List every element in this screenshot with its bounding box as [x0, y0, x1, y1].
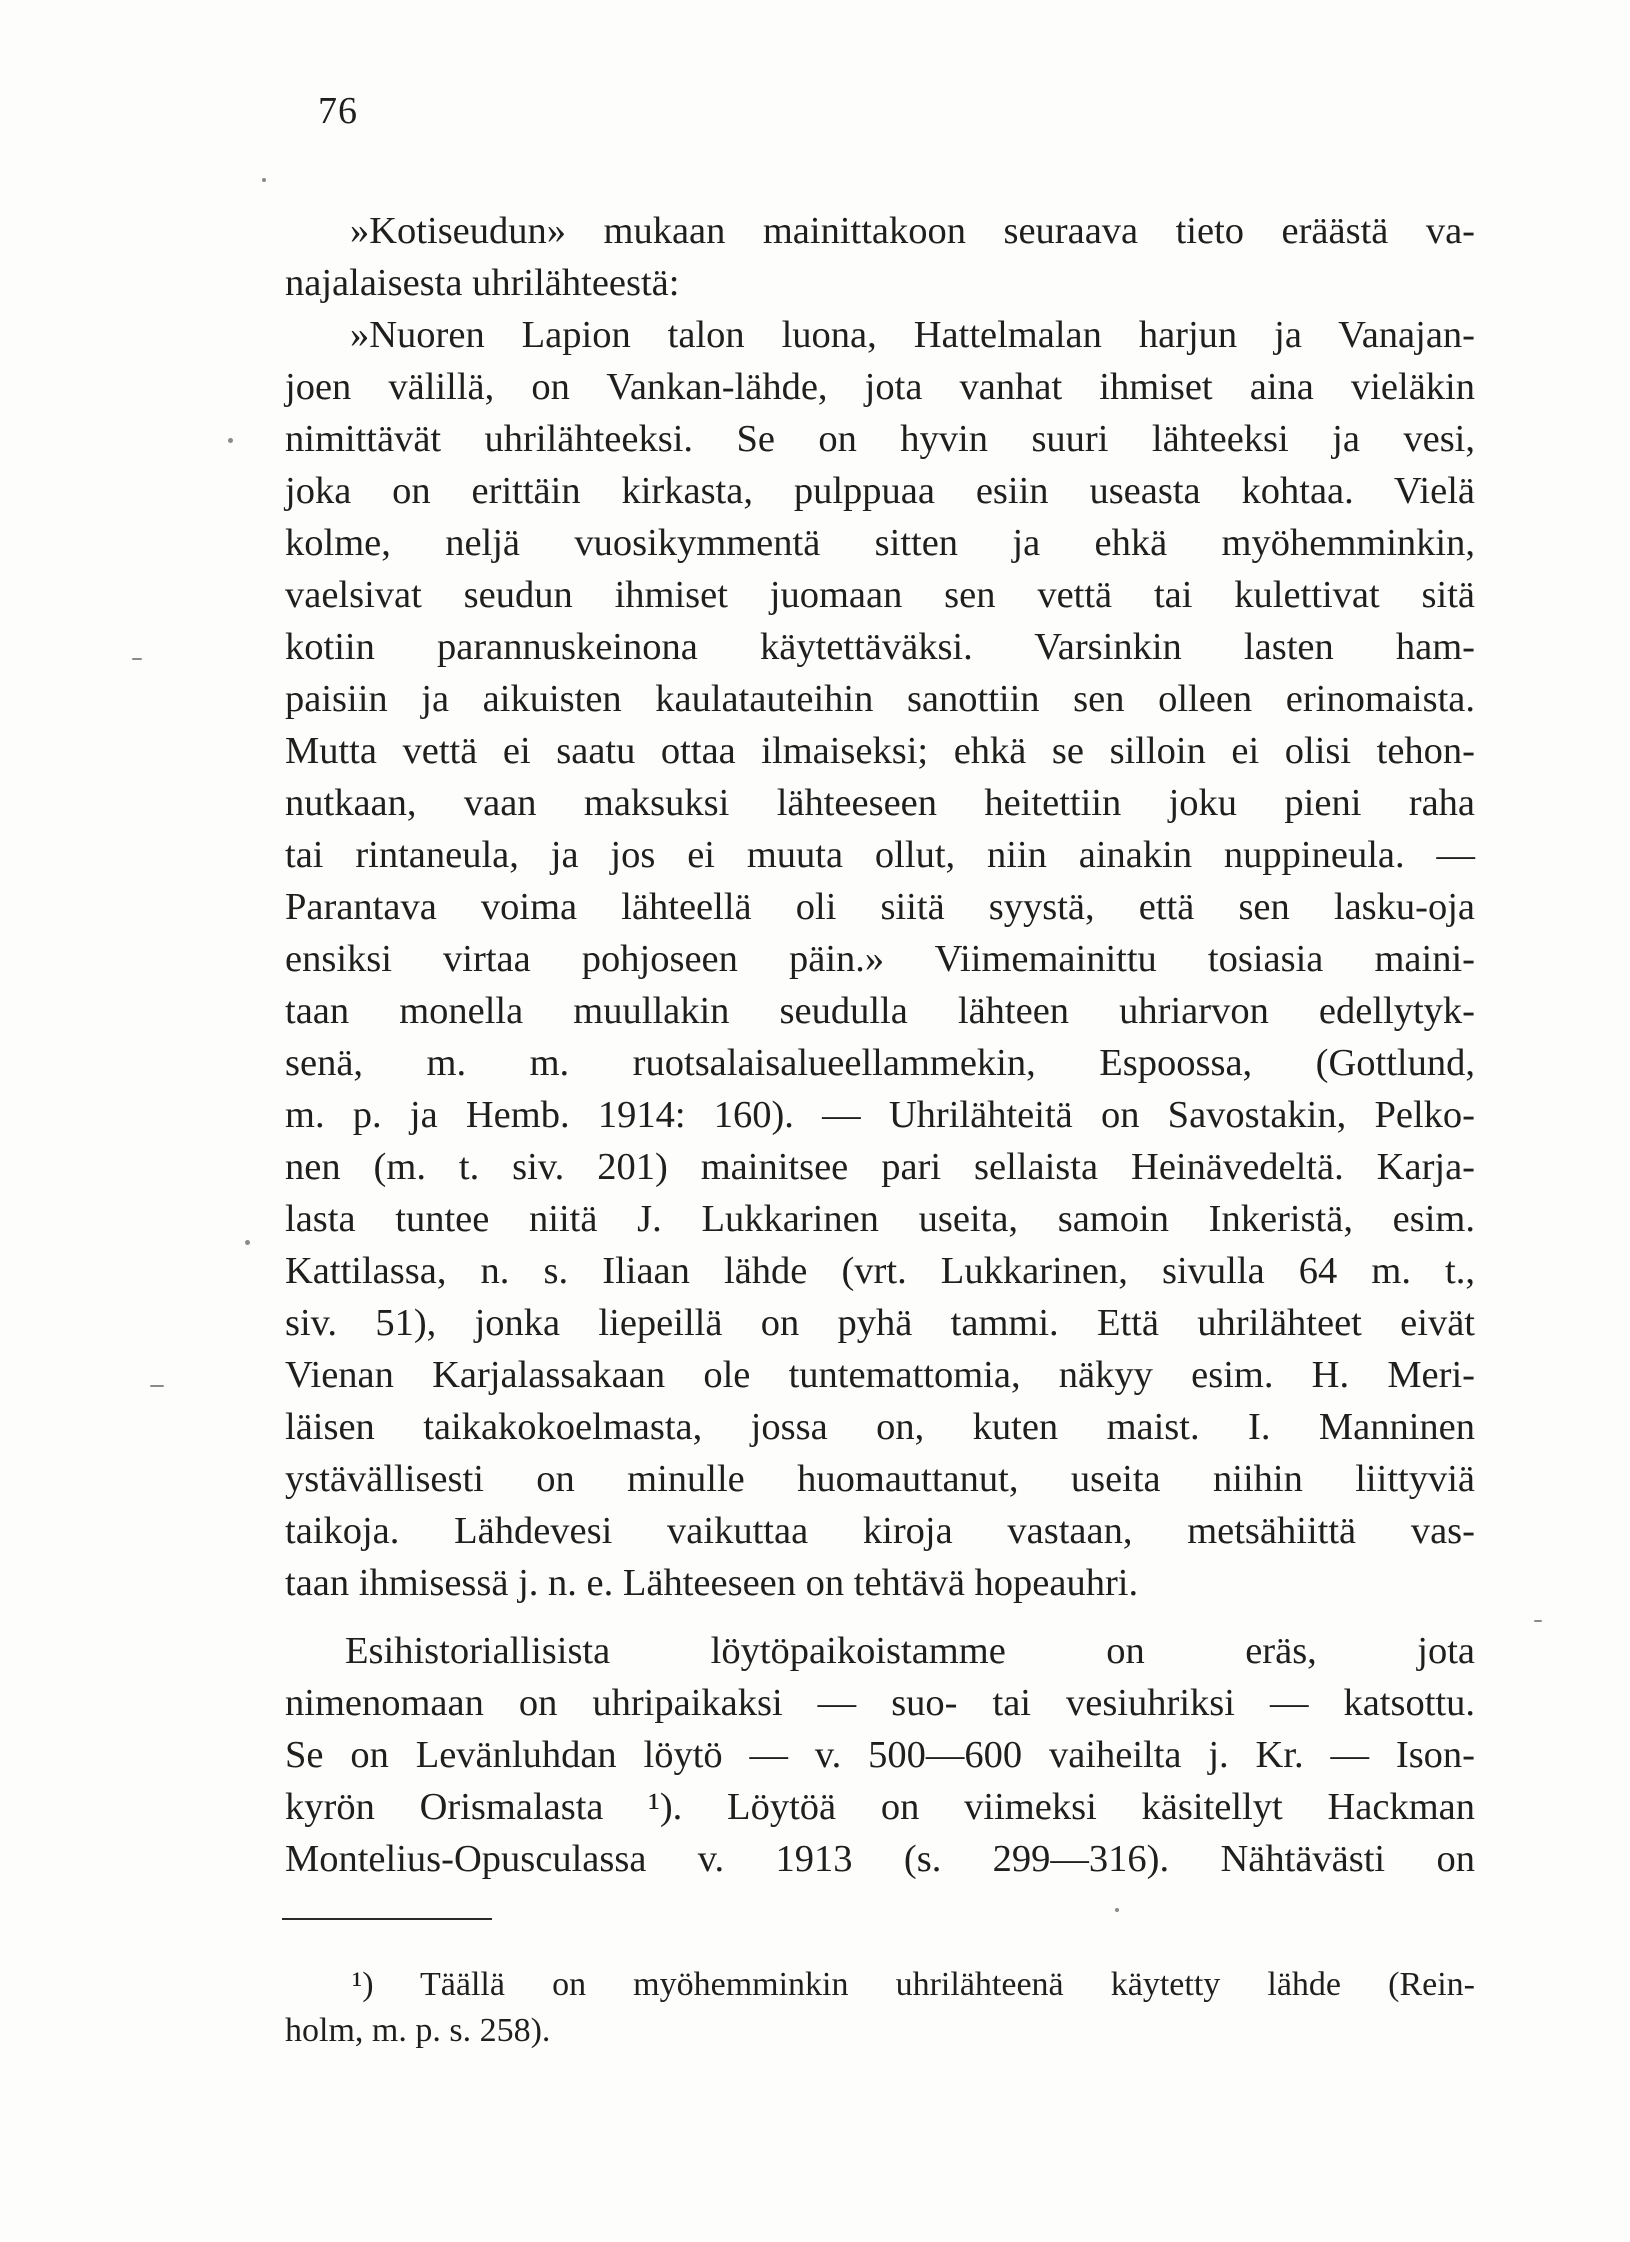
- body-line-17: senä, m. m. ruotsalaisalueellammekin, Espoossa, (Gottlund,: [285, 1042, 1475, 1084]
- body-line-21: Kattilassa, n. s. Iliaan lähde (vrt. Lukkarinen, sivulla 64 m. t.,: [285, 1250, 1475, 1292]
- body-line-12: nutkaan, vaan maksuksi lähteeseen heitettiin joku pieni raha: [285, 782, 1475, 824]
- body-line-1: »Kotiseudun» mukaan mainittakoon seuraava tieto eräästä va-: [350, 210, 1475, 252]
- footnote-rule: [282, 1918, 492, 1920]
- body-line-32: Montelius-Opusculassa v. 1913 (s. 299—316). Nähtävästi on: [285, 1838, 1475, 1880]
- body-line-29: nimenomaan on uhripaikaksi — suo- tai vesiuhriksi — katsottu.: [285, 1682, 1475, 1724]
- body-line-15: ensiksi virtaa pohjoseen päin.» Viimemainittu tosiasia maini-: [285, 938, 1475, 980]
- body-line-22: siv. 51), jonka liepeillä on pyhä tammi. Että uhrilähteet eivät: [285, 1302, 1475, 1344]
- body-line-11: Mutta vettä ei saatu ottaa ilmaiseksi; ehkä se silloin ei olisi tehon-: [285, 730, 1475, 772]
- body-line-10: paisiin ja aikuisten kaulatauteihin sanottiin sen olleen erinomaista.: [285, 678, 1475, 720]
- body-line-24: läisen taikakokoelmasta, jossa on, kuten maist. I. Manninen: [285, 1406, 1475, 1448]
- body-line-5: nimittävät uhrilähteeksi. Se on hyvin suuri lähteeksi ja vesi,: [285, 418, 1475, 460]
- scan-speck: [132, 658, 142, 660]
- page-number: 76: [318, 90, 358, 132]
- body-line-23: Vienan Karjalassakaan ole tuntemattomia, näkyy esim. H. Meri-: [285, 1354, 1475, 1396]
- scan-speck: [262, 178, 266, 182]
- body-line-6: joka on erittäin kirkasta, pulppuaa esiin useasta kohtaa. Vielä: [285, 470, 1475, 512]
- body-line-13: tai rintaneula, ja jos ei muuta ollut, niin ainakin nuppineula. —: [285, 834, 1475, 876]
- scan-speck: [1534, 1620, 1542, 1622]
- body-line-2: najalaisesta uhrilähteestä:: [285, 262, 680, 304]
- body-line-14: Parantava voima lähteellä oli siitä syystä, että sen lasku-oja: [285, 886, 1475, 928]
- body-line-20: lasta tuntee niitä J. Lukkarinen useita, samoin Inkeristä, esim.: [285, 1198, 1475, 1240]
- body-line-16: taan monella muullakin seudulla lähteen uhriarvon edellytyk-: [285, 990, 1475, 1032]
- body-line-9: kotiin parannuskeinona käytettäväksi. Varsinkin lasten ham-: [285, 626, 1475, 668]
- body-line-8: vaelsivat seudun ihmiset juomaan sen vettä tai kulettivat sitä: [285, 574, 1475, 616]
- body-line-28: Esihistoriallisista löytöpaikoistamme on eräs, jota: [345, 1630, 1475, 1672]
- scan-speck: [150, 1385, 164, 1387]
- body-line-26: taikoja. Lähdevesi vaikuttaa kiroja vastaan, metsähiittä vas-: [285, 1510, 1475, 1552]
- footnote-line-2: holm, m. p. s. 258).: [285, 2012, 551, 2049]
- body-line-4: joen välillä, on Vankan-lähde, jota vanhat ihmiset aina vieläkin: [285, 366, 1475, 408]
- body-line-3: »Nuoren Lapion talon luona, Hattelmalan harjun ja Vanajan-: [350, 314, 1475, 356]
- body-line-19: nen (m. t. siv. 201) mainitsee pari sellaista Heinävedeltä. Karja-: [285, 1146, 1475, 1188]
- scan-speck: [1115, 1908, 1119, 1912]
- body-line-7: kolme, neljä vuosikymmentä sitten ja ehkä myöhemminkin,: [285, 522, 1475, 564]
- body-line-18: m. p. ja Hemb. 1914: 160). — Uhrilähteitä on Savostakin, Pelko-: [285, 1094, 1475, 1136]
- body-line-30: Se on Levänluhdan löytö — v. 500—600 vaiheilta j. Kr. — Ison-: [285, 1734, 1475, 1776]
- scan-speck: [228, 438, 233, 443]
- footnote-line-1: ¹) Täällä on myöhemminkin uhrilähteenä käytetty lähde (Rein-: [352, 1966, 1475, 2003]
- body-line-25: ystävällisesti on minulle huomauttanut, useita niihin liittyviä: [285, 1458, 1475, 1500]
- body-line-27: taan ihmisessä j. n. e. Lähteeseen on tehtävä hopeauhri.: [285, 1562, 1139, 1604]
- scan-speck: [245, 1240, 250, 1245]
- body-line-31: kyrön Orismalasta ¹). Löytöä on viimeksi käsitellyt Hackman: [285, 1786, 1475, 1828]
